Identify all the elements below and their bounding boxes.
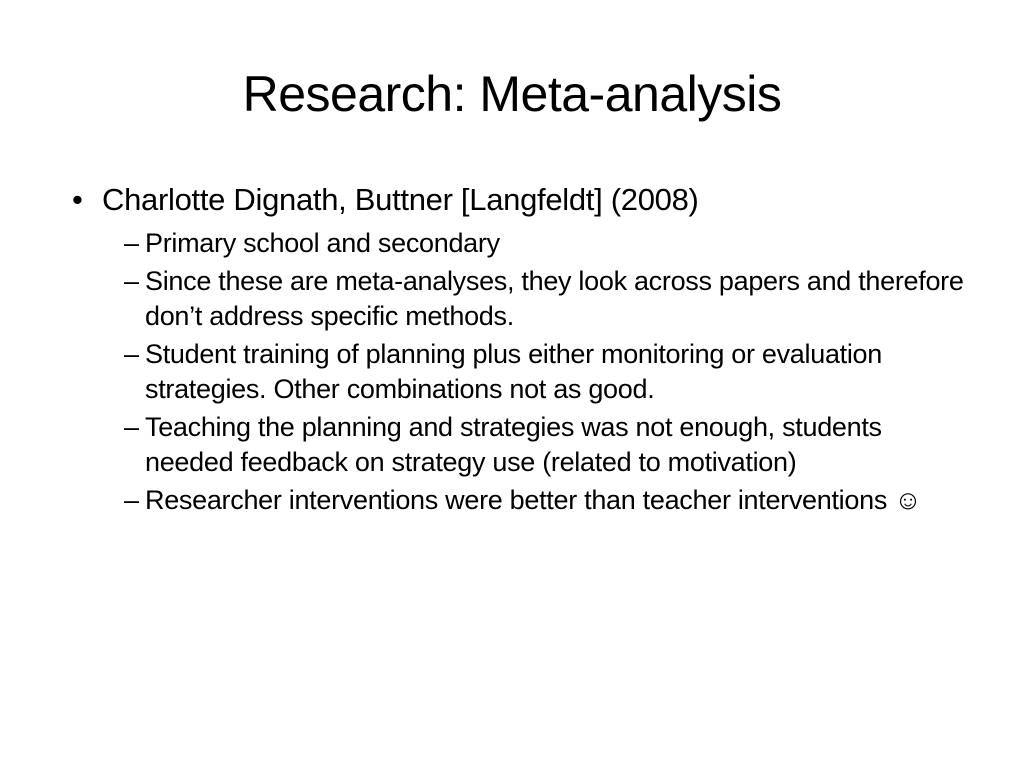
dash-icon: – — [124, 412, 139, 442]
dash-icon: – — [124, 266, 139, 296]
dash-icon: – — [124, 339, 139, 369]
sub-item — [72, 337, 972, 407]
slide-body — [72, 180, 972, 521]
bullet-icon: • — [72, 182, 83, 217]
dash-icon: – — [124, 228, 139, 258]
sub-item — [72, 264, 972, 334]
sub-item-text: Since these are meta-analyses, they look across papers and therefore don’t address specific methods. — [145, 266, 964, 331]
dash-icon: – — [124, 485, 139, 515]
sub-item-text: Student training of planning plus either monitoring or evaluation strategies. Other combinations not as good. — [145, 339, 882, 404]
bullet-item — [72, 180, 972, 220]
sub-item-text: Researcher interventions were better than teacher interventions ☺ — [145, 485, 922, 515]
sub-item — [72, 410, 972, 480]
bullet-text: Charlotte Dignath, Buttner [Langfeldt] (2008) — [102, 182, 699, 217]
sub-item — [72, 483, 972, 518]
sub-item-text: Primary school and secondary — [145, 228, 500, 258]
slide-title: Research: Meta-analysis — [242, 66, 782, 122]
sub-item — [72, 226, 972, 261]
sub-item-text: Teaching the planning and strategies was not enough, students needed feedback on strategy use (related to motivation) — [145, 412, 882, 477]
